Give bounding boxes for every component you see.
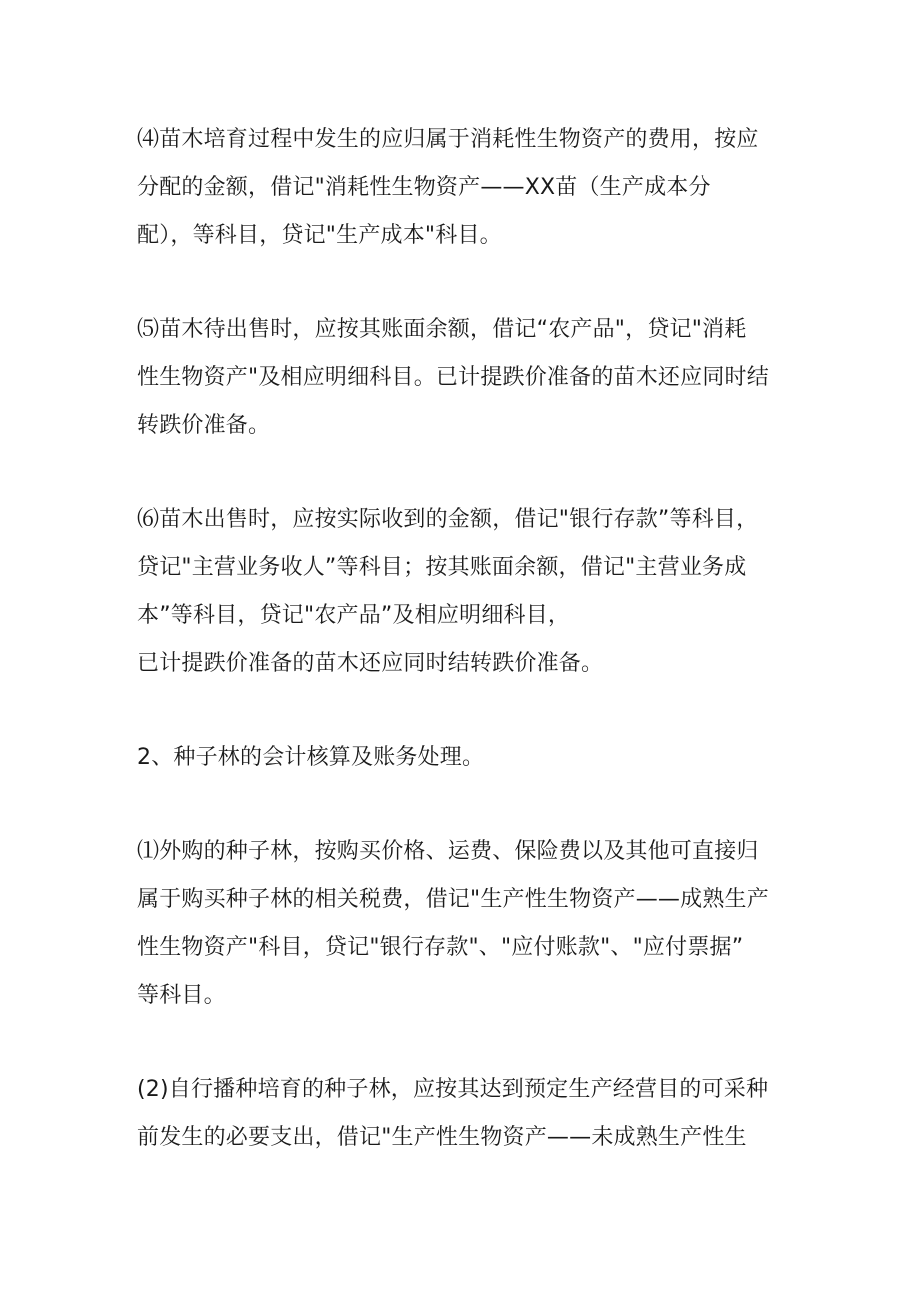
section-2-paragraph-1-line-4: 等科目。 — [137, 983, 226, 1008]
section-2-heading: 2、种子林的会计核算及账务处理。 — [137, 745, 485, 770]
section-2-paragraph-2-line-1: (2)自行播种培育的种子林，应按其达到预定生产经营目的可采种 — [137, 1077, 769, 1102]
paragraph-6-line-4: 已计提跌价准备的苗木还应同时结转跌价准备。 — [137, 651, 604, 676]
paragraph-5-line-3: 转跌价准备。 — [137, 413, 271, 438]
paragraph-6-line-2: 贷记"主营业务收人”等科目；按其账面余额，借记"主营业务成 — [137, 555, 747, 580]
paragraph-6-line-1: ⑹苗木出售时，应按实际收到的金额，借记"银行存款”等科目， — [137, 507, 759, 532]
paragraph-6-line-3: 本”等科目，贷记"农产品”及相应明细科目， — [137, 603, 571, 628]
paragraph-5-line-2: 性生物资产"及相应明细科目。已计提跌价准备的苗木还应同时结 — [137, 365, 769, 390]
section-2-paragraph-1-line-3: 性生物资产"科目，贷记"银行存款"、"应付账款"、"应付票据” — [137, 935, 744, 960]
paragraph-4-line-3: 配），等科目，贷记"生产成本"科目。 — [137, 223, 502, 248]
section-2-paragraph-2-line-2: 前发生的必要支出，借记"生产性生物资产——未成熟生产性生 — [137, 1125, 747, 1150]
paragraph-4-line-1: ⑷苗木培育过程中发生的应归属于消耗性生物资产的费用，按应 — [137, 127, 759, 152]
paragraph-4-line-2: 分配的金额，借记"消耗性生物资产——XX苗（生产成本分 — [137, 175, 711, 200]
paragraph-5-line-1: ⑸苗木待出售时，应按其账面余额，借记“农产品"，贷记"消耗 — [137, 317, 747, 342]
section-2-paragraph-1-line-1: ⑴外购的种子林，按购买价格、运费、保险费以及其他可直接归 — [137, 839, 759, 864]
section-2-paragraph-1-line-2: 属于购买种子林的相关税费，借记"生产性生物资产——成熟生产 — [137, 887, 769, 912]
